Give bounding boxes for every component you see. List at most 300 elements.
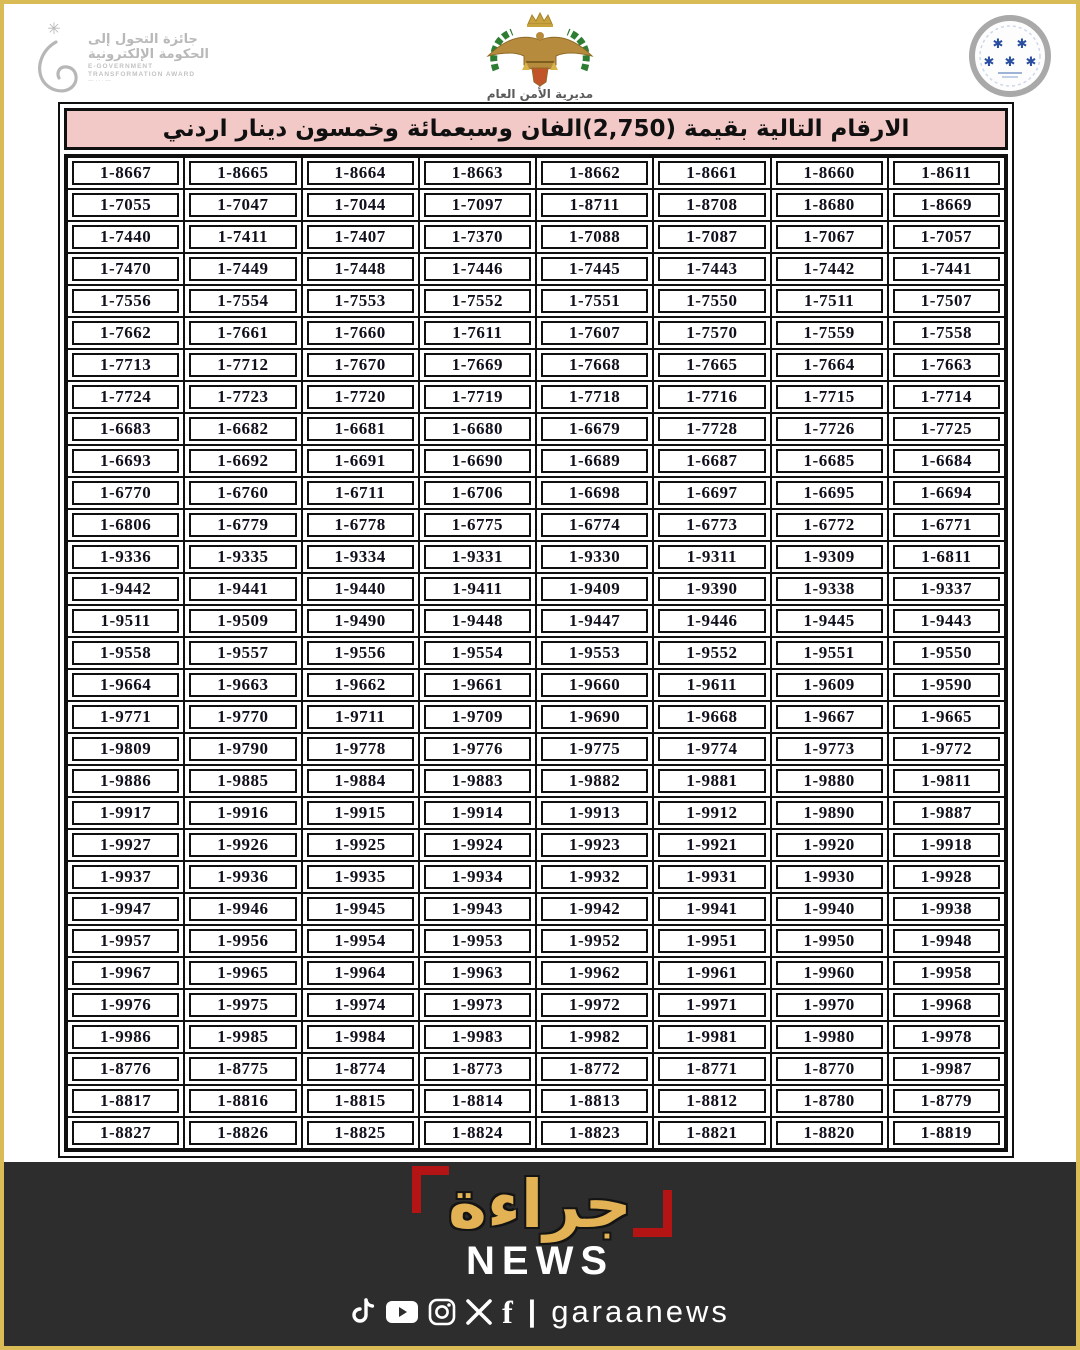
number-value: 1-7507: [893, 289, 1000, 313]
number-value: 1-9446: [658, 609, 765, 633]
number-value: 1-6680: [424, 417, 531, 441]
number-value: 1-9772: [893, 737, 1000, 761]
number-cell: [653, 637, 770, 669]
number-cell: [419, 957, 536, 989]
number-cell: [536, 253, 653, 285]
number-cell: [536, 925, 653, 957]
number-cell: [67, 381, 184, 413]
number-cell: [184, 1117, 301, 1149]
number-cell: [184, 285, 301, 317]
number-value: 1-9884: [307, 769, 414, 793]
number-value: 1-7728: [658, 417, 765, 441]
number-cell: [184, 1021, 301, 1053]
number-value: 1-7715: [776, 385, 883, 409]
number-cell: [184, 637, 301, 669]
number-cell: [888, 765, 1005, 797]
number-cell: [184, 765, 301, 797]
number-cell: [771, 349, 888, 381]
number-value: 1-8813: [541, 1089, 648, 1113]
number-cell: [888, 349, 1005, 381]
number-cell: [653, 413, 770, 445]
public-security-emblem: [462, 10, 618, 102]
number-value: 1-9667: [776, 705, 883, 729]
number-value: 1-7662: [72, 321, 179, 345]
number-cell: [888, 477, 1005, 509]
number-value: 1-7660: [307, 321, 414, 345]
number-cell: [419, 541, 536, 573]
number-value: 1-9443: [893, 609, 1000, 633]
number-cell: [184, 1085, 301, 1117]
number-value: 1-9811: [893, 769, 1000, 793]
number-value: 1-9776: [424, 737, 531, 761]
number-cell: [888, 509, 1005, 541]
number-value: 1-9951: [658, 929, 765, 953]
number-value: 1-8779: [893, 1089, 1000, 1113]
number-cell: [653, 733, 770, 765]
number-value: 1-7067: [776, 225, 883, 249]
number-cell: [302, 189, 419, 221]
number-cell: [536, 1085, 653, 1117]
number-cell: [302, 221, 419, 253]
number-cell: [536, 1021, 653, 1053]
number-cell: [419, 861, 536, 893]
number-value: 1-6698: [541, 481, 648, 505]
number-cell: [771, 541, 888, 573]
number-value: 1-7713: [72, 353, 179, 377]
number-value: 1-9940: [776, 897, 883, 921]
number-value: 1-8772: [541, 1057, 648, 1081]
number-cell: [67, 605, 184, 637]
number-cell: [536, 733, 653, 765]
award-line2: الحكومة الإلكترونية: [88, 47, 209, 63]
number-value: 1-9668: [658, 705, 765, 729]
number-value: 1-7554: [189, 289, 296, 313]
number-cell: [888, 221, 1005, 253]
number-value: 1-9440: [307, 577, 414, 601]
number-value: 1-8826: [189, 1121, 296, 1145]
number-value: 1-8817: [72, 1089, 179, 1113]
number-value: 1-9961: [658, 961, 765, 985]
number-value: 1-8611: [893, 161, 1000, 185]
number-cell: [184, 541, 301, 573]
number-value: 1-9962: [541, 961, 648, 985]
number-value: 1-7558: [893, 321, 1000, 345]
number-value: 1-9925: [307, 833, 414, 857]
number-cell: [771, 189, 888, 221]
number-cell: [771, 925, 888, 957]
number-value: 1-8663: [424, 161, 531, 185]
number-cell: [888, 413, 1005, 445]
number-value: 1-7724: [72, 385, 179, 409]
number-value: 1-7449: [189, 257, 296, 281]
number-value: 1-9882: [541, 769, 648, 793]
number-cell: [419, 1085, 536, 1117]
number-value: 1-9958: [893, 961, 1000, 985]
number-value: 1-8819: [893, 1121, 1000, 1145]
number-cell: [653, 861, 770, 893]
number-cell: [536, 157, 653, 189]
svg-text:✳: ✳: [47, 21, 61, 38]
number-value: 1-9770: [189, 705, 296, 729]
number-cell: [536, 381, 653, 413]
number-value: 1-9957: [72, 929, 179, 953]
number-cell: [67, 701, 184, 733]
youtube-icon: [385, 1299, 419, 1325]
number-cell: [184, 797, 301, 829]
number-value: 1-7440: [72, 225, 179, 249]
number-cell: [419, 701, 536, 733]
number-value: 1-9970: [776, 993, 883, 1017]
number-value: 1-8825: [307, 1121, 414, 1145]
number-cell: [419, 253, 536, 285]
number-cell: [653, 509, 770, 541]
number-value: 1-6770: [72, 481, 179, 505]
number-cell: [184, 573, 301, 605]
number-cell: [67, 861, 184, 893]
number-value: 1-9773: [776, 737, 883, 761]
number-cell: [536, 509, 653, 541]
number-cell: [419, 893, 536, 925]
number-cell: [771, 509, 888, 541]
certification-seal: [960, 14, 1060, 98]
number-cell: [771, 893, 888, 925]
number-value: 1-8770: [776, 1057, 883, 1081]
number-cell: [771, 957, 888, 989]
number-value: 1-8775: [189, 1057, 296, 1081]
svg-text:✱: ✱: [992, 36, 1004, 51]
number-cell: [302, 509, 419, 541]
number-value: 1-9976: [72, 993, 179, 1017]
number-cell: [184, 605, 301, 637]
number-cell: [536, 349, 653, 381]
number-value: 1-9553: [541, 641, 648, 665]
number-cell: [888, 989, 1005, 1021]
number-value: 1-7668: [541, 353, 648, 377]
number-value: 1-7511: [776, 289, 883, 313]
number-cell: [419, 381, 536, 413]
number-value: 1-9390: [658, 577, 765, 601]
number-cell: [419, 445, 536, 477]
number-value: 1-9331: [424, 545, 531, 569]
number-value: 1-9338: [776, 577, 883, 601]
number-value: 1-7726: [776, 417, 883, 441]
number-value: 1-9964: [307, 961, 414, 985]
number-cell: [771, 861, 888, 893]
number-value: 1-9950: [776, 929, 883, 953]
number-cell: [888, 893, 1005, 925]
number-cell: [771, 221, 888, 253]
number-cell: [653, 221, 770, 253]
number-cell: [302, 733, 419, 765]
number-cell: [653, 189, 770, 221]
award-line3: E-GOVERNMENT: [88, 63, 154, 71]
number-value: 1-9490: [307, 609, 414, 633]
number-cell: [67, 541, 184, 573]
number-value: 1-6773: [658, 513, 765, 537]
table-title-bar: [64, 108, 1008, 150]
number-value: 1-9883: [424, 769, 531, 793]
number-value: 1-8708: [658, 193, 765, 217]
number-cell: [536, 637, 653, 669]
number-cell: [771, 477, 888, 509]
number-value: 1-9916: [189, 801, 296, 825]
number-value: 1-8773: [424, 1057, 531, 1081]
red-bracket-bottom-right: [633, 1190, 672, 1237]
number-value: 1-9509: [189, 609, 296, 633]
number-cell: [888, 541, 1005, 573]
red-bracket-top-left: [412, 1166, 449, 1213]
number-cell: [184, 861, 301, 893]
number-cell: [771, 253, 888, 285]
number-value: 1-9930: [776, 865, 883, 889]
number-value: 1-9609: [776, 673, 883, 697]
number-value: 1-9880: [776, 769, 883, 793]
number-value: 1-9975: [189, 993, 296, 1017]
number-cell: [302, 605, 419, 637]
number-cell: [888, 1117, 1005, 1149]
number-value: 1-6706: [424, 481, 531, 505]
number-cell: [888, 573, 1005, 605]
award-line4: TRANSFORMATION AWARD: [88, 70, 196, 78]
award-line1: جائزة التحول إلى: [88, 32, 198, 48]
number-value: 1-7712: [189, 353, 296, 377]
number-cell: [419, 477, 536, 509]
number-cell: [771, 413, 888, 445]
number-value: 1-9942: [541, 897, 648, 921]
number-value: 1-7055: [72, 193, 179, 217]
number-value: 1-9409: [541, 577, 648, 601]
number-value: 1-9330: [541, 545, 648, 569]
number-value: 1-9778: [307, 737, 414, 761]
number-value: 1-7047: [189, 193, 296, 217]
number-value: 1-7670: [307, 353, 414, 377]
number-cell: [302, 445, 419, 477]
number-cell: [184, 317, 301, 349]
number-value: 1-9967: [72, 961, 179, 985]
number-cell: [67, 317, 184, 349]
number-cell: [653, 1085, 770, 1117]
number-value: 1-9941: [658, 897, 765, 921]
number-cell: [771, 381, 888, 413]
table-title-text: الارقام التالية بقيمة (2,750)الفان وسبعمائة وخمسون دينار اردني: [162, 116, 910, 142]
number-value: 1-6774: [541, 513, 648, 537]
number-cell: [419, 285, 536, 317]
number-cell: [888, 861, 1005, 893]
number-cell: [67, 957, 184, 989]
number-cell: [302, 573, 419, 605]
number-value: 1-8660: [776, 161, 883, 185]
number-cell: [67, 733, 184, 765]
number-value: 1-6690: [424, 449, 531, 473]
number-cell: [536, 541, 653, 573]
number-cell: [536, 1117, 653, 1149]
news-footer-band: [4, 1162, 1076, 1346]
number-cell: [888, 637, 1005, 669]
number-cell: [184, 893, 301, 925]
number-value: 1-9943: [424, 897, 531, 921]
number-cell: [771, 157, 888, 189]
number-cell: [184, 349, 301, 381]
number-value: 1-7665: [658, 353, 765, 377]
number-cell: [536, 477, 653, 509]
number-value: 1-7088: [541, 225, 648, 249]
number-value: 1-7553: [307, 289, 414, 313]
x-twitter-icon: [465, 1298, 493, 1326]
number-cell: [67, 221, 184, 253]
number-value: 1-9886: [72, 769, 179, 793]
number-cell: [67, 1085, 184, 1117]
number-cell: [67, 893, 184, 925]
number-cell: [67, 765, 184, 797]
number-value: 1-6811: [893, 545, 1000, 569]
number-cell: [653, 349, 770, 381]
number-value: 1-9881: [658, 769, 765, 793]
number-value: 1-6775: [424, 513, 531, 537]
number-cell: [771, 829, 888, 861]
number-value: 1-9774: [658, 737, 765, 761]
number-cell: [888, 957, 1005, 989]
svg-text:✱: ✱: [1025, 54, 1037, 69]
number-value: 1-9937: [72, 865, 179, 889]
number-cell: [302, 413, 419, 445]
number-cell: [302, 861, 419, 893]
number-value: 1-8816: [189, 1089, 296, 1113]
number-cell: [302, 381, 419, 413]
number-value: 1-6711: [307, 481, 414, 505]
number-value: 1-7445: [541, 257, 648, 281]
number-value: 1-6679: [541, 417, 648, 441]
brand-arabic-wordmark: جراءة: [448, 1166, 632, 1243]
number-cell: [653, 925, 770, 957]
number-cell: [184, 733, 301, 765]
number-cell: [653, 893, 770, 925]
number-cell: [184, 253, 301, 285]
number-value: 1-9965: [189, 961, 296, 985]
number-cell: [184, 925, 301, 957]
number-cell: [184, 989, 301, 1021]
number-cell: [302, 157, 419, 189]
number-value: 1-9946: [189, 897, 296, 921]
number-cell: [419, 765, 536, 797]
number-cell: [302, 797, 419, 829]
number-value: 1-8669: [893, 193, 1000, 217]
number-value: 1-9661: [424, 673, 531, 697]
number-value: 1-9932: [541, 865, 648, 889]
number-cell: [67, 573, 184, 605]
number-cell: [771, 1117, 888, 1149]
number-value: 1-6772: [776, 513, 883, 537]
number-value: 1-9890: [776, 801, 883, 825]
number-cell: [67, 413, 184, 445]
number-value: 1-9956: [189, 929, 296, 953]
number-cell: [771, 1085, 888, 1117]
number-cell: [302, 925, 419, 957]
number-value: 1-7664: [776, 353, 883, 377]
number-value: 1-9935: [307, 865, 414, 889]
number-value: 1-9968: [893, 993, 1000, 1017]
number-cell: [653, 605, 770, 637]
number-value: 1-6689: [541, 449, 648, 473]
number-value: 1-7725: [893, 417, 1000, 441]
number-value: 1-7559: [776, 321, 883, 345]
number-value: 1-6692: [189, 449, 296, 473]
number-cell: [653, 989, 770, 1021]
number-cell: [536, 669, 653, 701]
number-value: 1-7443: [658, 257, 765, 281]
number-cell: [419, 797, 536, 829]
number-cell: [184, 189, 301, 221]
number-value: 1-7551: [541, 289, 648, 313]
number-cell: [302, 317, 419, 349]
number-cell: [888, 157, 1005, 189]
number-cell: [888, 829, 1005, 861]
number-cell: [419, 669, 536, 701]
number-cell: [536, 413, 653, 445]
number-cell: [888, 797, 1005, 829]
number-value: 1-9558: [72, 641, 179, 665]
number-value: 1-9912: [658, 801, 765, 825]
number-value: 1-9953: [424, 929, 531, 953]
number-cell: [302, 285, 419, 317]
number-value: 1-8820: [776, 1121, 883, 1145]
number-value: 1-9948: [893, 929, 1000, 953]
number-value: 1-8827: [72, 1121, 179, 1145]
number-value: 1-8711: [541, 193, 648, 217]
svg-text:✱: ✱: [1004, 54, 1016, 69]
number-cell: [653, 797, 770, 829]
number-value: 1-9978: [893, 1025, 1000, 1049]
number-cell: [67, 1021, 184, 1053]
number-value: 1-9790: [189, 737, 296, 761]
social-handle-text: garaanews: [551, 1294, 730, 1330]
number-cell: [771, 765, 888, 797]
social-icons-row: [350, 1294, 730, 1330]
number-value: 1-8665: [189, 161, 296, 185]
award-swirl-star-icon: [26, 18, 82, 100]
number-value: 1-6683: [72, 417, 179, 441]
number-value: 1-7669: [424, 353, 531, 377]
number-value: 1-6778: [307, 513, 414, 537]
number-value: 1-9885: [189, 769, 296, 793]
number-cell: [888, 381, 1005, 413]
number-value: 1-9928: [893, 865, 1000, 889]
number-cell: [184, 1053, 301, 1085]
number-value: 1-8680: [776, 193, 883, 217]
number-cell: [771, 797, 888, 829]
number-cell: [888, 605, 1005, 637]
number-cell: [888, 253, 1005, 285]
number-cell: [184, 957, 301, 989]
number-value: 1-9926: [189, 833, 296, 857]
number-cell: [888, 669, 1005, 701]
number-value: 1-8771: [658, 1057, 765, 1081]
number-cell: [771, 445, 888, 477]
number-cell: [771, 605, 888, 637]
number-value: 1-8776: [72, 1057, 179, 1081]
number-cell: [536, 573, 653, 605]
number-cell: [653, 1053, 770, 1085]
number-cell: [184, 509, 301, 541]
number-cell: [653, 317, 770, 349]
number-value: 1-6760: [189, 481, 296, 505]
number-value: 1-9660: [541, 673, 648, 697]
number-value: 1-9947: [72, 897, 179, 921]
number-value: 1-8661: [658, 161, 765, 185]
number-value: 1-9556: [307, 641, 414, 665]
number-cell: [302, 893, 419, 925]
number-value: 1-9442: [72, 577, 179, 601]
number-value: 1-9447: [541, 609, 648, 633]
